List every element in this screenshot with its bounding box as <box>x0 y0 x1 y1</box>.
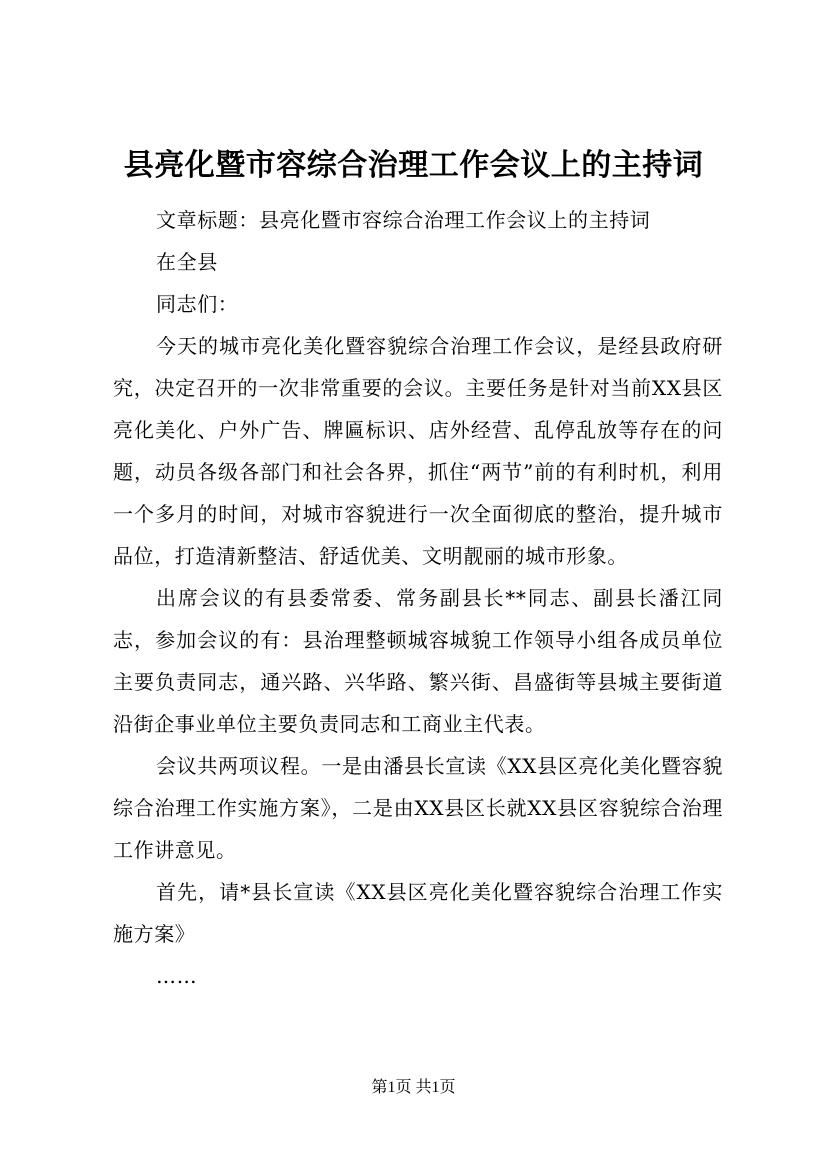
paragraph-attendees: 出席会议的有县委常委、常务副县长**同志、副县长潘江同志，参加会议的有：县治理整顿城容城貌工作领导小组各成员单位主要负责同志，通兴路、兴华路、繁兴街、昌盛街等县城主要街道沿街企事业单位主要负责同志和工商业主代表。 <box>113 586 723 736</box>
ellipsis-line: …… <box>156 964 198 988</box>
salutation: 同志们： <box>156 292 239 316</box>
document-body <box>113 199 723 997</box>
article-title-line: 文章标题：县亮化暨市容综合治理工作会议上的主持词 <box>156 208 651 232</box>
paragraph-purpose: 今天的城市亮化美化暨容貌综合治理工作会议，是经县政府研究，决定召开的一次非常重要的会议。主要任务是针对当前XX县区亮化美化、户外广告、牌匾标识、店外经营、乱停乱放等存在的问题，动员各级各部门和社会各界，抓住“两节”前的有利时机，利用一个多月的时间，对城市容貌进行一次全面彻底的整治，提升城市品位，打造清新整洁、舒适优美、文明靓丽的城市形象。 <box>113 334 723 568</box>
paragraph-agenda: 会议共两项议程。一是由潘县长宣读《XX县区亮化美化暨容貌综合治理工作实施方案》，二是由XX县区长就XX县区容貌综合治理工作讲意见。 <box>113 754 723 862</box>
intro-line: 在全县 <box>156 250 218 274</box>
paragraph-first-item: 首先，请*县长宣读《XX县区亮化美化暨容貌综合治理工作实施方案》 <box>113 880 723 946</box>
document-title: 县亮化暨市容综合治理工作会议上的主持词 <box>123 148 704 183</box>
page-footer: 第1页 共1页 <box>371 1079 456 1096</box>
